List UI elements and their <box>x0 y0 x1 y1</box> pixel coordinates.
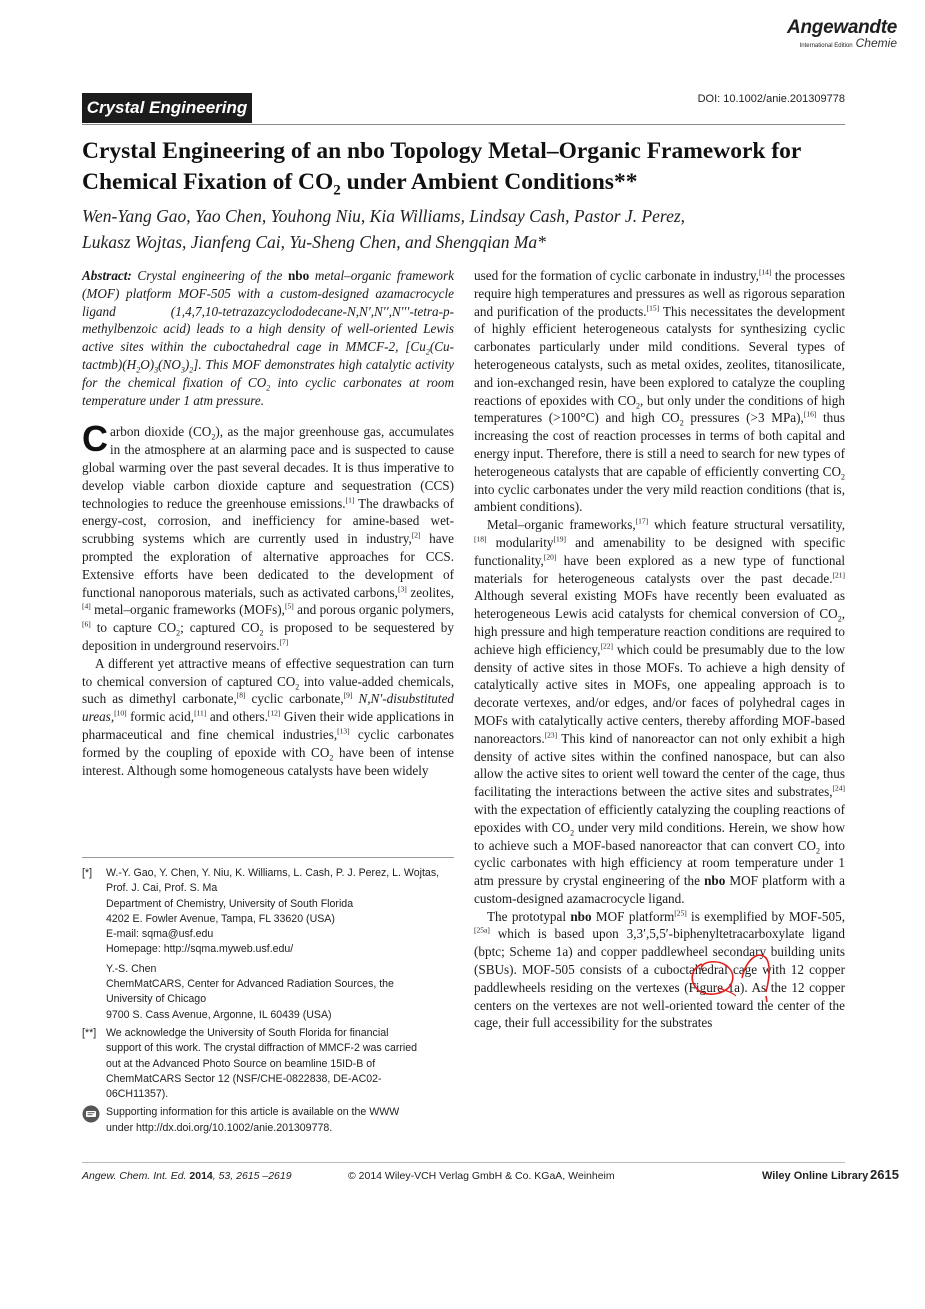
doi[interactable]: DOI: 10.1002/anie.201309778 <box>697 93 845 105</box>
authors-line-2: Lukasz Wojtas, Jianfeng Cai, Yu-Sheng Chen, and Shengqian Ma* <box>82 232 546 252</box>
right-column <box>474 267 845 1032</box>
footnotes <box>82 866 454 1136</box>
header-rule <box>82 124 845 125</box>
page-number: 2615 <box>870 1167 899 1182</box>
section-badge: Crystal Engineering <box>82 93 252 123</box>
footer-library[interactable]: Wiley Online Library <box>762 1170 869 1182</box>
footer-rule <box>82 1162 845 1163</box>
article-title: Crystal Engineering of an nbo Topology Metal–Organic Framework for Chemical Fixation of $CO_2$ under Ambient Conditions** <box>82 138 801 199</box>
drop-cap: C <box>82 418 108 460</box>
body-paragraph-3: used for the formation of cyclic carbonate in industry,[14] the processes require high temperatures and pressures as well as rigorous separation and purification of the products.[15] This necessitates the development of highly efficient heterogeneous catalysts for synthesizing cyclic carbonates particularly under mild conditions. Several types of heterogeneous catalysts, such as metal oxides, zeolites, titanosilicate, and ion-exchanged resin, have been explored to catalyze the coupling reactions of epoxides with $CO_2$, but only under the conditions of high temperatures (>100°C) and high $CO_2$ pressures (>3 MPa),[16] thus increasing the cost of reaction processes in terms of both capital and energy input. Therefore, there is still a need to search for new types of heterogeneous catalysts that are capable of efficiently converting $CO_2$ into cyclic carbonates under the very mild reaction conditions (that is, ambient conditions). <box>474 267 846 515</box>
body-paragraph-1: Carbon dioxide $(CO_2)$, as the major greenhouse gas, accumulates in the atmosphere at an alarming pace and is suspected to cause global warming over the past several decades. It is thus imperative to develop viable carbon dioxide capture and sequestration (CCS) technologies to reduce the greenhouse emissions.[1] The drawbacks of energy-cost, corrosion, and inefficiency for amine-based wet-scrubbing systems which are currently used in industry,[2] have prompted the exploration of alternative approaches for CCS. Extensive efforts have been dedicated to the development of functional nanoporous materials, such as activated carbons,[3] zeolites,[4] metal–organic frameworks (MOFs),[5] and porous organic polymers,[6] to capture $CO_2$; captured $CO_2$ is proposed to be sequestered by deposition in underground reservoirs.[7] <box>82 418 455 653</box>
journal-logo <box>787 18 897 49</box>
logo-sub: Chemie <box>855 36 897 50</box>
red-ink-annotation <box>680 940 790 1010</box>
authors <box>82 203 842 255</box>
supporting-info-icon <box>82 1105 100 1123</box>
footer-citation: Angew. Chem. Int. Ed. 2014, 53, 2615 –2619 <box>82 1170 292 1182</box>
supporting-info-link[interactable]: under http://dx.doi.org/10.1002/anie.201309778. <box>106 1121 333 1134</box>
nbo-highlight: nbo <box>704 873 726 889</box>
footnote-rule <box>82 857 454 858</box>
authors-line-1: Wen-Yang Gao, Yao Chen, Youhong Niu, Kia Williams, Lindsay Cash, Pastor J. Perez, <box>82 206 686 226</box>
email-link[interactable]: E-mail: sqma@usf.edu <box>106 928 214 941</box>
left-column <box>82 267 454 779</box>
footnote-affiliations: [*] W.-Y. Gao, Y. Chen, Y. Niu, K. Williams, L. Cash, P. J. Perez, L. Wojtas, Prof. J. Cai, Prof. S. Ma Department of Chemistry, University of South Florida 4202 E. Fowler Avenue, Tampa, FL 33620 (USA) E-mail: sqma@usf.edu Homepage: http://sqma.myweb.usf.edu/ Y.-S. Chen ChemMatCARS, Center for Advanced Radiation Sources, the University of Chicago 9700 S. Cass Avenue, Argonne, IL 60439 (USA) <box>82 866 454 1023</box>
body-paragraph-5: The prototypal nbo MOF platform[25] is exemplified by MOF-505,[25a] which is based upon 3,3′,5,5′-biphenyltetracarboxylate ligand (bptc; Scheme 1a) and copper paddlewheel secondary building units (SBUs). MOF-505 consists of a cuboctahedral cage with 12 copper paddlewheels residing on the vertexes (Figure 1a). As the 12 copper centers on the vertexes are not well-oriented toward the center of the cage, their full accessibility for the substrates <box>474 908 845 1031</box>
homepage-link[interactable]: Homepage: http://sqma.myweb.usf.edu/ <box>106 943 294 956</box>
body-paragraph-4: Metal–organic frameworks,[17] which feature structural versatility,[18] modularity[19] and amenability to be designed with specific functionality,[20] have been explored as a new type of functional materials for heterogeneous catalysts over the past decade.[21] Although several existing MOFs have recently been evaluated as heterogeneous Lewis acid catalysts for chemical conversion of $CO_2$, high pressure and high temperature reaction conditions are required to achieve high efficiency,[22] which could be presumably due to the low density of active sites in those MOFs. To achieve a high density of catalytically active sites in MOFs, one appealing approach is to decorate vertexes, and/or edges, and/or faces of polyhedral cages in MOFs with catalytically active centers, thereby affording MOF-based nanoreactors.[23] This kind of nanoreactor can not only exhibit a high density of active sites within the confined nanospace, but can also allow the active sites to orient well toward the center of the cage, thus facilitating the interactions between the active sites and substrates,[24] with the expectation of efficiently catalyzing the coupling reactions of epoxides with $CO_2$ under very mild conditions. Herein, we show how to achieve such a MOF-based nanoreactor that can convert $CO_2$ into cyclic carbonates with high efficiency at room temperature under 1 atm pressure by crystal engineering of the nbo MOF platform with a custom-designed azamacrocycle ligand. <box>474 516 846 906</box>
logo-main: Angewandte <box>787 17 897 38</box>
body-paragraph-2: A different yet attractive means of effective sequestration can turn to chemical conversion of captured $CO_2$ into value-added chemicals, such as dimethyl carbonate,[8] cyclic carbonate,[9] N,N′-disubstituted ureas,[10] formic acid,[11] and others.[12] Given their wide applications in pharmaceutical and fine chemical industries,[13] cyclic carbonates formed by the coupling of epoxide with $CO_2$ have been of intense interest. Although some homogeneous catalysts have been widely <box>82 655 455 778</box>
footnote-acknowledgement: [**] We acknowledge the University of South Florida for financial support of this work. The crystal diffraction of MMCF-2 was carried out at the Advanced Photo Source on beamline 15ID-B of ChemMatCARS Sector 12 (NSF/CHE-0822838, DE-AC02- 06CH11357). <box>82 1026 418 1101</box>
logo-small: International Edition <box>799 43 853 49</box>
footnote-supporting-info: Supporting information for this article is available on the WWW under http://dx.doi.org/10.1002/anie.201309778. <box>82 1105 454 1136</box>
abstract: Abstract: Crystal engineering of the nbo metal–organic framework (MOF) platform MOF-505 with a custom-designed azamacrocycle ligand (1,4,7,10-tetrazazcyclododecane-N,N′,N′′,N′′′-tetra-p-methylbenzoic acid) leads to a high density of well-oriented Lewis active sites within the cuboctahedral cage in MMCF-2, $[Cu_2(Cu-tactmb)(H_2O)_3(NO_3)_2]$. This MOF demonstrates high catalytic activity for the chemical fixation of $CO_2$ into cyclic carbonates at room temperature under 1 atm pressure. <box>82 268 454 408</box>
footer-copyright: © 2014 Wiley-VCH Verlag GmbH & Co. KGaA, Weinheim <box>348 1170 615 1182</box>
